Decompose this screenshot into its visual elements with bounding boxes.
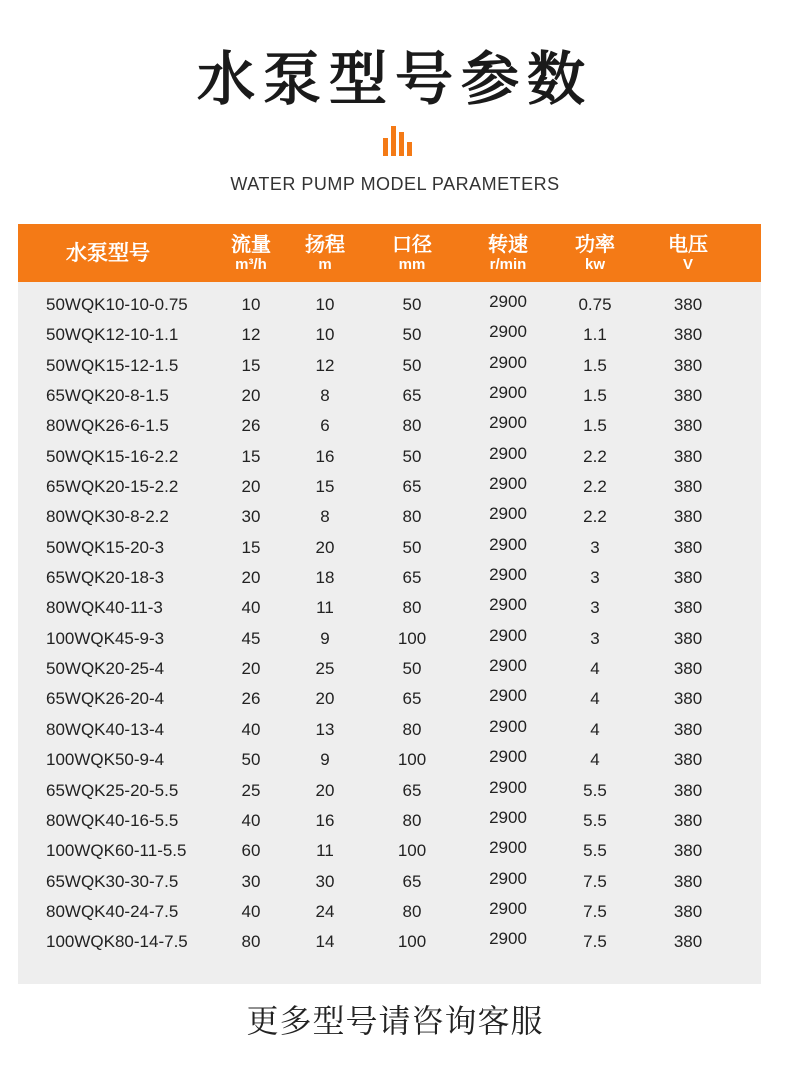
cell-power: 5.5 bbox=[583, 810, 607, 830]
cell-flow: 15 bbox=[241, 355, 261, 375]
cell-voltage: 380 bbox=[673, 477, 703, 497]
cell-caliber: 50 bbox=[402, 537, 422, 557]
header-head-label: 扬程 bbox=[305, 232, 345, 256]
cell-power: 2.2 bbox=[583, 507, 607, 527]
cell-voltage: 380 bbox=[673, 355, 703, 375]
cell-voltage: 380 bbox=[673, 810, 703, 830]
cell-model: 100WQK80-14-7.5 bbox=[46, 932, 188, 952]
cell-model: 65WQK20-15-2.2 bbox=[46, 477, 179, 497]
table-body bbox=[18, 290, 761, 958]
table-row bbox=[18, 806, 761, 836]
cell-flow: 15 bbox=[241, 446, 261, 466]
cell-speed: 2900 bbox=[489, 534, 527, 554]
cell-flow: 25 bbox=[241, 780, 261, 800]
table-row bbox=[18, 715, 761, 745]
header-flow-label: 流量 bbox=[231, 232, 271, 256]
cell-speed: 2900 bbox=[489, 686, 527, 706]
cell-head: 11 bbox=[316, 841, 334, 861]
header-model bbox=[38, 224, 178, 282]
cell-speed: 2900 bbox=[489, 777, 527, 797]
cell-caliber: 50 bbox=[402, 446, 422, 466]
cell-head: 9 bbox=[320, 628, 330, 648]
header-power-unit: kw bbox=[584, 256, 605, 273]
cell-head: 8 bbox=[320, 386, 330, 406]
page-subtitle: WATER PUMP MODEL PARAMETERS bbox=[230, 174, 560, 194]
table-row bbox=[18, 624, 761, 654]
cell-power: 3 bbox=[590, 537, 600, 557]
table-row bbox=[18, 502, 761, 532]
cell-speed: 2900 bbox=[489, 474, 527, 494]
cell-voltage: 380 bbox=[673, 386, 703, 406]
cell-power: 4 bbox=[590, 719, 600, 739]
cell-model: 80WQK40-11-3 bbox=[46, 598, 163, 618]
cell-voltage: 380 bbox=[673, 719, 703, 739]
cell-voltage: 380 bbox=[673, 750, 703, 770]
cell-speed: 2900 bbox=[489, 322, 527, 342]
table-row bbox=[18, 654, 761, 684]
cell-voltage: 380 bbox=[673, 628, 703, 648]
cell-head: 14 bbox=[315, 932, 335, 952]
cell-caliber: 80 bbox=[402, 810, 422, 830]
cell-flow: 40 bbox=[241, 901, 261, 921]
cell-head: 20 bbox=[315, 689, 335, 709]
cell-model: 80WQK40-16-5.5 bbox=[46, 810, 179, 830]
cell-voltage: 380 bbox=[673, 446, 703, 466]
cell-voltage: 380 bbox=[673, 568, 703, 588]
cell-model: 65WQK20-18-3 bbox=[46, 568, 165, 588]
cell-flow: 40 bbox=[241, 719, 261, 739]
cell-caliber: 50 bbox=[402, 355, 422, 375]
header-speed-unit: r/min bbox=[489, 256, 527, 273]
table-row bbox=[18, 351, 761, 381]
cell-speed: 2900 bbox=[489, 807, 527, 827]
cell-speed: 2900 bbox=[489, 504, 527, 524]
header-voltage bbox=[653, 224, 723, 282]
header-caliber-unit: mm bbox=[398, 256, 426, 273]
cell-head: 20 bbox=[315, 537, 335, 557]
cell-voltage: 380 bbox=[673, 780, 703, 800]
cell-flow: 20 bbox=[241, 477, 261, 497]
bar-chart-icon bbox=[381, 126, 411, 156]
table-row bbox=[18, 867, 761, 897]
cell-model: 65WQK20-8-1.5 bbox=[46, 386, 169, 406]
cell-caliber: 100 bbox=[397, 628, 427, 648]
cell-flow: 50 bbox=[241, 750, 261, 770]
cell-head: 15 bbox=[315, 477, 335, 497]
cell-power: 2.2 bbox=[583, 446, 607, 466]
cell-speed: 2900 bbox=[489, 443, 527, 463]
cell-flow: 10 bbox=[241, 295, 261, 314]
cell-caliber: 65 bbox=[402, 689, 422, 709]
cell-flow: 20 bbox=[241, 386, 261, 406]
cell-power: 4 bbox=[590, 689, 600, 709]
cell-head: 20 bbox=[315, 780, 335, 800]
table-row bbox=[18, 927, 761, 957]
header-caliber bbox=[377, 224, 447, 282]
header-power-label: 功率 bbox=[575, 232, 615, 256]
cell-caliber: 65 bbox=[402, 871, 422, 891]
cell-head: 11 bbox=[316, 598, 334, 618]
cell-model: 65WQK30-30-7.5 bbox=[46, 871, 179, 891]
header-head-unit: m bbox=[318, 256, 332, 273]
page-title: 水泵型号参数 bbox=[196, 45, 593, 113]
cell-head: 18 bbox=[315, 568, 335, 588]
table-row bbox=[18, 897, 761, 927]
cell-voltage: 380 bbox=[673, 295, 703, 314]
cell-head: 16 bbox=[315, 446, 335, 466]
cell-flow: 26 bbox=[241, 416, 261, 436]
table-row bbox=[18, 593, 761, 623]
cell-power: 7.5 bbox=[583, 901, 607, 921]
cell-head: 30 bbox=[315, 871, 335, 891]
table-row bbox=[18, 745, 761, 775]
cell-head: 24 bbox=[315, 901, 335, 921]
cell-caliber: 100 bbox=[397, 841, 427, 861]
cell-power: 1.5 bbox=[583, 386, 607, 406]
cell-speed: 2900 bbox=[489, 838, 527, 858]
cell-voltage: 380 bbox=[673, 871, 703, 891]
cell-head: 12 bbox=[315, 355, 335, 375]
cell-flow: 40 bbox=[241, 810, 261, 830]
cell-power: 3 bbox=[590, 628, 600, 648]
cell-flow: 12 bbox=[241, 325, 261, 345]
header-flow-unit: m³/h bbox=[235, 256, 267, 273]
cell-flow: 30 bbox=[241, 507, 261, 527]
cell-head: 9 bbox=[320, 750, 330, 770]
table-row bbox=[18, 563, 761, 593]
cell-caliber: 100 bbox=[397, 932, 427, 952]
table-row bbox=[18, 472, 761, 502]
cell-model: 50WQK12-10-1.1 bbox=[46, 325, 179, 345]
cell-model: 50WQK15-20-3 bbox=[46, 537, 165, 557]
header-power bbox=[560, 224, 630, 282]
cell-model: 80WQK40-13-4 bbox=[46, 719, 165, 739]
cell-head: 10 bbox=[315, 325, 335, 345]
cell-speed: 2900 bbox=[489, 565, 527, 585]
table-row bbox=[18, 290, 761, 320]
cell-caliber: 80 bbox=[402, 719, 422, 739]
cell-head: 25 bbox=[315, 659, 335, 679]
cell-power: 7.5 bbox=[583, 932, 607, 952]
cell-voltage: 380 bbox=[673, 901, 703, 921]
cell-speed: 2900 bbox=[489, 625, 527, 645]
cell-flow: 45 bbox=[241, 628, 261, 648]
table-row bbox=[18, 684, 761, 714]
cell-voltage: 380 bbox=[673, 689, 703, 709]
cell-model: 80WQK40-24-7.5 bbox=[46, 901, 179, 921]
cell-caliber: 80 bbox=[402, 507, 422, 527]
cell-speed: 2900 bbox=[489, 383, 527, 403]
header-caliber-label: 口径 bbox=[392, 232, 432, 256]
cell-head: 13 bbox=[315, 719, 335, 739]
cell-model: 100WQK50-9-4 bbox=[46, 750, 165, 770]
header-voltage-label: 电压 bbox=[668, 232, 708, 256]
cell-power: 5.5 bbox=[583, 780, 607, 800]
parameter-table bbox=[18, 224, 761, 984]
cell-caliber: 50 bbox=[402, 659, 422, 679]
cell-model: 80WQK30-8-2.2 bbox=[46, 507, 169, 527]
cell-model: 50WQK15-16-2.2 bbox=[46, 446, 179, 466]
cell-speed: 2900 bbox=[489, 747, 527, 767]
cell-flow: 15 bbox=[241, 537, 261, 557]
cell-voltage: 380 bbox=[673, 507, 703, 527]
cell-power: 2.2 bbox=[583, 477, 607, 497]
table-row bbox=[18, 533, 761, 563]
header-flow bbox=[216, 224, 286, 282]
cell-power: 7.5 bbox=[583, 871, 607, 891]
header-voltage-unit: V bbox=[682, 256, 693, 273]
cell-power: 4 bbox=[590, 659, 600, 679]
cell-model: 100WQK60-11-5.5 bbox=[46, 841, 187, 861]
cell-model: 80WQK26-6-1.5 bbox=[46, 416, 169, 436]
cell-power: 1.5 bbox=[583, 416, 607, 436]
cell-power: 0.75 bbox=[578, 295, 612, 314]
header-speed bbox=[468, 224, 548, 282]
cell-model: 65WQK26-20-4 bbox=[46, 689, 165, 709]
footer-note: 更多型号请咨询客服 bbox=[246, 1002, 544, 1040]
cell-caliber: 65 bbox=[402, 780, 422, 800]
cell-caliber: 80 bbox=[402, 901, 422, 921]
cell-speed: 2900 bbox=[489, 413, 527, 433]
cell-voltage: 380 bbox=[673, 416, 703, 436]
cell-speed: 2900 bbox=[489, 716, 527, 736]
table-row bbox=[18, 411, 761, 441]
cell-model: 100WQK45-9-3 bbox=[46, 628, 165, 648]
cell-flow: 30 bbox=[241, 871, 261, 891]
cell-head: 10 bbox=[315, 295, 335, 314]
table-row bbox=[18, 320, 761, 350]
cell-caliber: 100 bbox=[397, 750, 427, 770]
header-head bbox=[290, 224, 360, 282]
cell-caliber: 65 bbox=[402, 477, 422, 497]
cell-voltage: 380 bbox=[673, 598, 703, 618]
cell-model: 65WQK25-20-5.5 bbox=[46, 780, 179, 800]
cell-speed: 2900 bbox=[489, 656, 527, 676]
cell-flow: 20 bbox=[241, 659, 261, 679]
cell-power: 3 bbox=[590, 568, 600, 588]
cell-flow: 60 bbox=[241, 841, 261, 861]
table-row bbox=[18, 836, 761, 866]
cell-power: 1.1 bbox=[583, 325, 607, 345]
cell-speed: 2900 bbox=[489, 898, 527, 918]
cell-flow: 26 bbox=[241, 689, 261, 709]
cell-caliber: 50 bbox=[402, 295, 422, 314]
cell-head: 8 bbox=[320, 507, 330, 527]
cell-head: 16 bbox=[315, 810, 335, 830]
cell-power: 5.5 bbox=[583, 841, 607, 861]
cell-speed: 2900 bbox=[489, 868, 527, 888]
cell-speed: 2900 bbox=[489, 595, 527, 615]
cell-head: 6 bbox=[320, 416, 330, 436]
cell-flow: 20 bbox=[241, 568, 261, 588]
table-row bbox=[18, 776, 761, 806]
cell-speed: 2900 bbox=[489, 352, 527, 372]
cell-power: 3 bbox=[590, 598, 600, 618]
cell-flow: 80 bbox=[241, 932, 261, 952]
cell-model: 50WQK20-25-4 bbox=[46, 659, 165, 679]
header-model-label: 水泵型号 bbox=[66, 241, 150, 265]
cell-power: 1.5 bbox=[583, 355, 607, 375]
cell-caliber: 80 bbox=[402, 598, 422, 618]
cell-caliber: 50 bbox=[402, 325, 422, 345]
cell-speed: 2900 bbox=[489, 929, 527, 949]
cell-voltage: 380 bbox=[673, 325, 703, 345]
cell-caliber: 65 bbox=[402, 386, 422, 406]
cell-voltage: 380 bbox=[673, 932, 703, 952]
cell-flow: 40 bbox=[241, 598, 261, 618]
cell-caliber: 65 bbox=[402, 568, 422, 588]
table-row bbox=[18, 381, 761, 411]
cell-model: 50WQK10-10-0.75 bbox=[46, 295, 188, 314]
table-header bbox=[18, 224, 761, 282]
cell-caliber: 80 bbox=[402, 416, 422, 436]
cell-model: 50WQK15-12-1.5 bbox=[46, 355, 179, 375]
header-speed-label: 转速 bbox=[488, 232, 528, 256]
table-row bbox=[18, 442, 761, 472]
cell-voltage: 380 bbox=[673, 659, 703, 679]
cell-voltage: 380 bbox=[673, 537, 703, 557]
cell-voltage: 380 bbox=[673, 841, 703, 861]
cell-power: 4 bbox=[590, 750, 600, 770]
cell-speed: 2900 bbox=[489, 292, 527, 311]
